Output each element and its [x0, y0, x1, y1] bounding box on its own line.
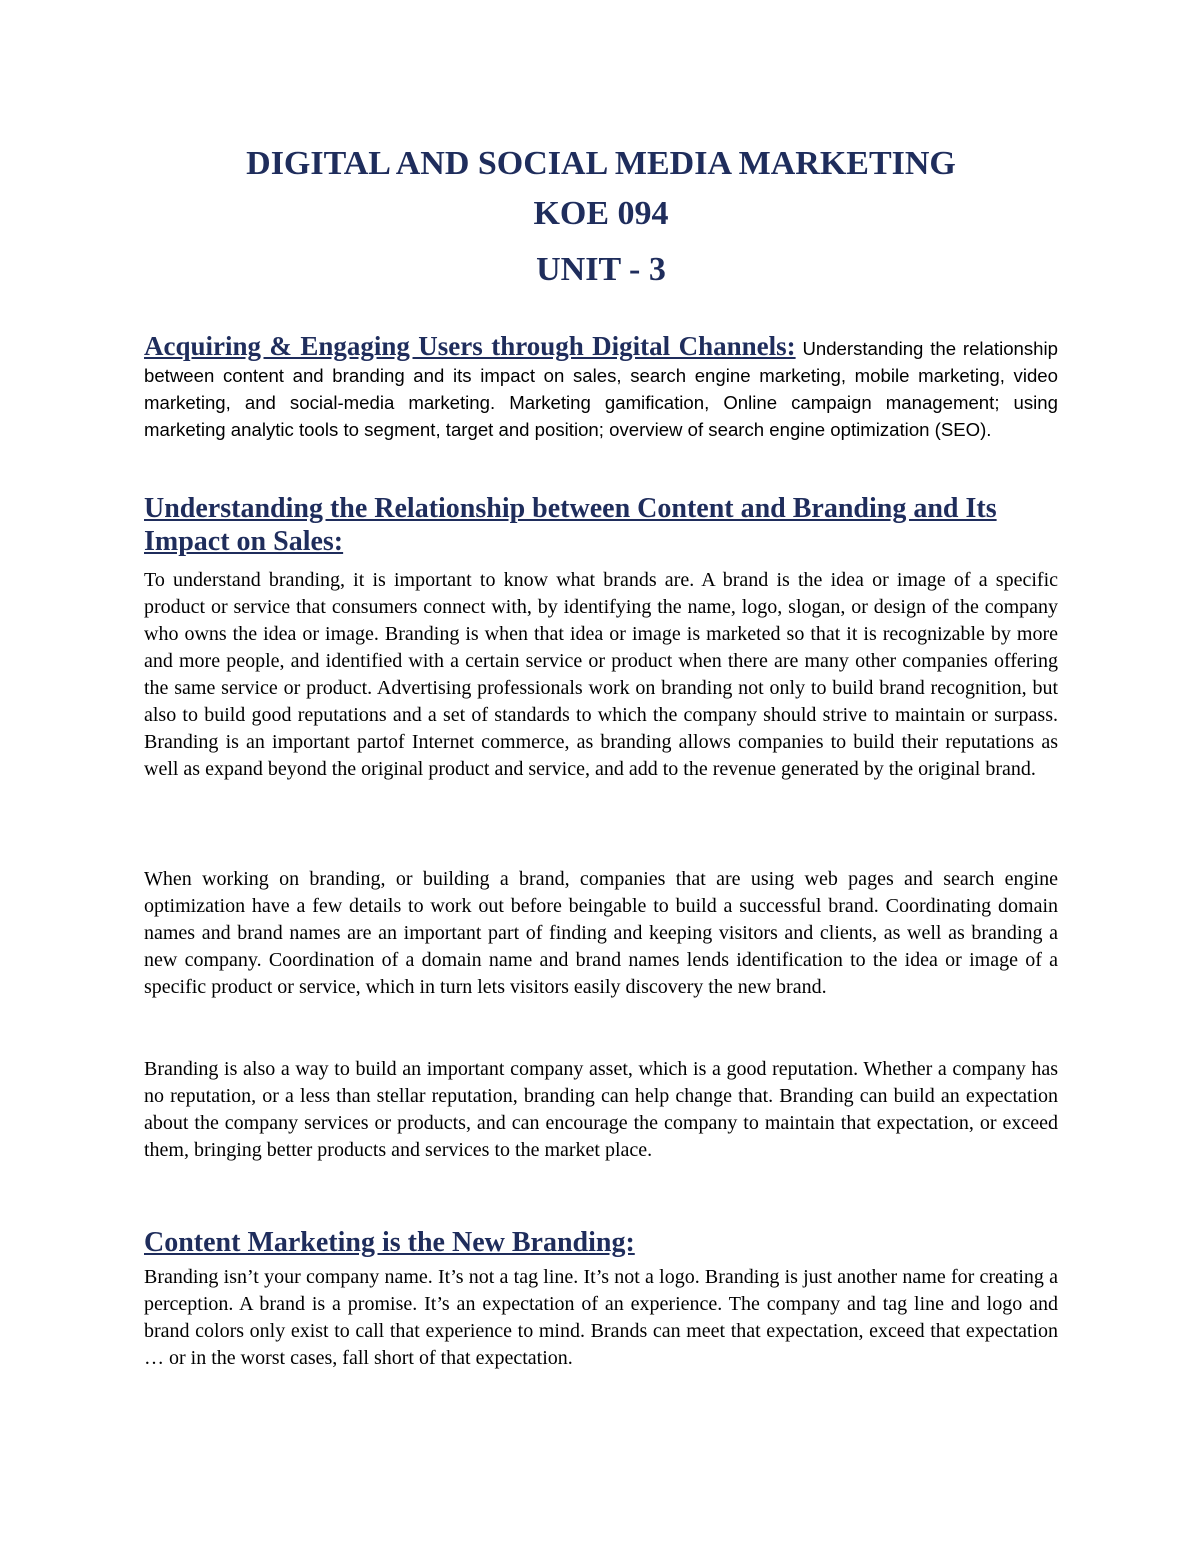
section1-paragraph: To understand branding, it is important to know what brands are. A brand is the idea or image of a specific product or service that consumers connect with, by identifying the name, logo, slogan, or design of the company who owns the idea or image. Branding is when that idea or image is marketed so that it is recognizable by more and more people, and identified with a certain service or product when there are many other companies offering the same service or product. Advertising professionals work on branding not only to build brand recognition, but also to build good reputations and a set of standards to which the company should strive to maintain or surpass. Branding is an important partof Internet commerce, as branding allows companies to build their reputations as well as expand beyond the original product and service, and add to the revenue generated by the original brand. [144, 569, 1058, 780]
section-heading-content-branding: Understanding the Relationship between Content and Branding and Its Impact on Sales: [144, 493, 997, 557]
unit-label: UNIT - 3 [536, 251, 666, 288]
document-title: DIGITAL AND SOCIAL MEDIA MARKETING [246, 145, 956, 182]
section2-paragraph: Branding isn’t your company name. It’s not a tag line. It’s not a logo. Branding is just another name for creating a perception. A brand is a promise. It’s an expectation of an experience. The company and tag line and logo and brand colors only exist to call that experience to mind. Brands can meet that expectation, exceed that expectation … or in the worst cases, fall short of that expectation. [144, 1266, 1058, 1369]
section1-paragraph: When working on branding, or building a brand, companies that are using web pages and search engine optimization have a few details to work out before beingable to build a successful brand. Coordinating domain names and brand names are an important part of finding and keeping visitors and clients, as well as branding a new company. Coordination of a domain name and brand names lends identification to the idea or image of a specific product or service, which in turn lets visitors easily discovery the new brand. [144, 868, 1058, 998]
section1-paragraph: Branding is also a way to build an important company asset, which is a good reputation. Whether a company has no reputation, or a less than stellar reputation, branding can help change that. Branding can build an expectation about the company services or products, and can encourage the company to maintain that expectation, or exceed them, bringing better products and services to the market place. [144, 1058, 1058, 1161]
intro-paragraph [144, 330, 1058, 443]
course-code: KOE 094 [533, 195, 669, 232]
section-heading-content-marketing: Content Marketing is the New Branding: [144, 1227, 635, 1258]
intro-text: Understanding the relationship between content and branding and its impact on sales, search engine marketing, mobile marketing, video marketing, and social-media marketing. Marketing gamification, Online campaign management; using marketing analytic tools to segment, target and position; overview of search engine optimization (SEO). [144, 337, 1058, 440]
intro-heading: Acquiring & Engaging Users through Digital Channels: [144, 330, 796, 361]
